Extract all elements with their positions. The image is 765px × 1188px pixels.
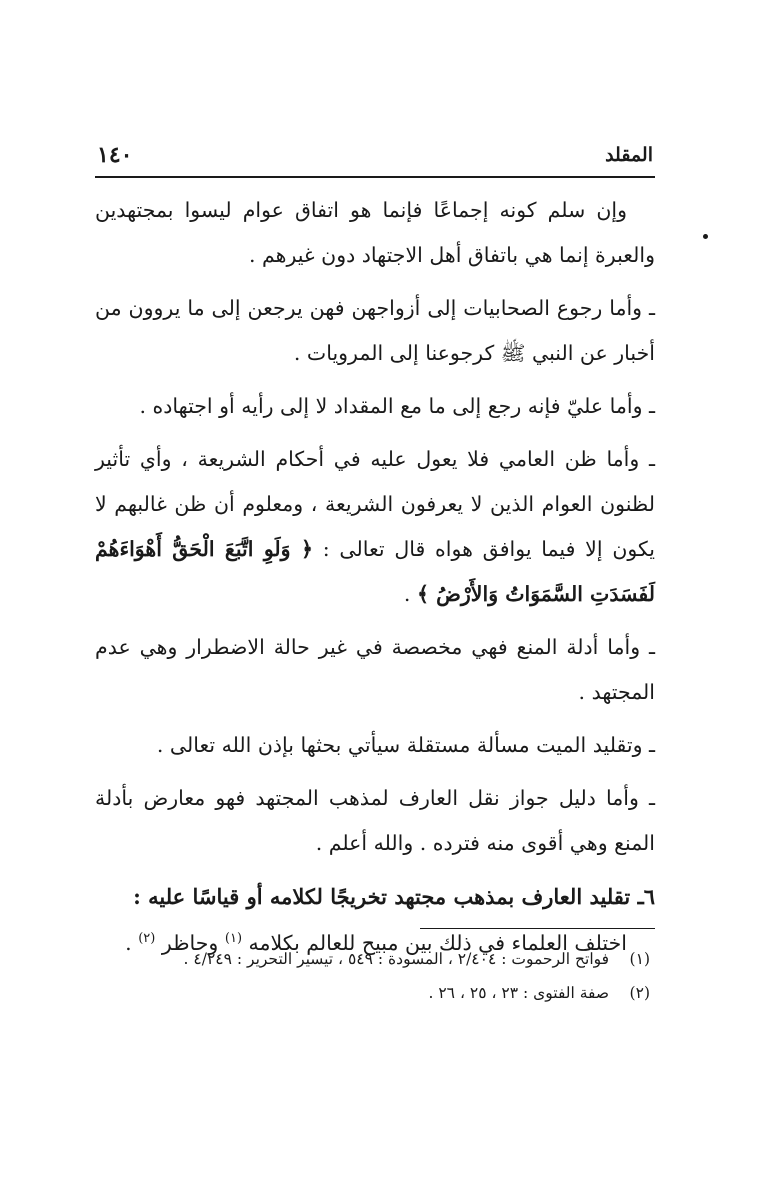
footnote: [95, 976, 650, 1010]
page-number: ١٤٠: [97, 142, 133, 168]
paragraph: ـ وأما رجوع الصحابيات إلى أزواجهن فهن يرجعن إلى ما يروون من أخبار عن النبي ﷺ كرجوعنا إلى المرويات .: [95, 296, 655, 365]
paragraph-with-quran-verse: [95, 437, 655, 617]
section-end: .: [125, 931, 132, 955]
footnote-text: فواتح الرحموت : ٢/٤٠٤ ، المسودة : ٥٤٩ ، تيسير التحرير : ٤/٢٤٩ .: [183, 950, 610, 968]
footnotes: [95, 942, 650, 1010]
footnote-ref-2[interactable]: (٢): [138, 931, 156, 947]
footnote-ref-1[interactable]: (١): [224, 931, 243, 947]
paragraph: ـ وتقليد الميت مسألة مستقلة سيأتي بحثها بإذن الله تعالى .: [156, 733, 655, 757]
paragraph-text: ـ وأما ظن العامي فلا يعول عليه في أحكام الشريعة ، وأي تأثير لظنون العوام الذين لا يعرفون الشريعة ، ومعلوم أن ظن غالبهم لا يكون إلا فيما يوافق هواه قال تعالى :: [95, 447, 655, 561]
footnote-separator: [420, 928, 655, 929]
section-text: اختلف العلماء في ذلك بين مبيح للعالم بكلامه: [248, 931, 627, 955]
margin-dot: [703, 234, 708, 239]
footnote-number: (٢): [629, 984, 650, 1002]
main-text: [95, 188, 655, 974]
quran-verse: ﴿ وَلَوِ اتَّبَعَ الْحَقُّ أَهْوَاءَهُمْ لَفَسَدَتِ السَّمَوَاتُ وَالأَرْضُ ﴾: [95, 537, 655, 606]
running-title: المقلد: [605, 144, 653, 166]
section-text: وحاظر: [161, 931, 219, 955]
paragraph: ـ وأما عليّ فإنه رجع إلى ما مع المقداد لا إلى رأيه أو اجتهاده .: [139, 394, 655, 418]
paragraph-end: .: [403, 582, 411, 606]
paragraph: ـ وأما أدلة المنع فهي مخصصة في غير حالة الاضطرار وهي عدم المجتهد .: [95, 635, 655, 704]
paragraph: ـ وأما دليل جواز نقل العارف لمذهب المجتهد فهو معارض بأدلة المنع وهي أقوى منه فترده . والله أعلم .: [95, 786, 655, 855]
paragraph: وإن سلم كونه إجماعًا فإنما هو اتفاق عوام ليسوا بمجتهدين والعبرة إنما هي باتفاق أهل الاجتهاد دون غيرهم .: [95, 198, 655, 267]
footnote-text: صفة الفتوى : ٢٣ ، ٢٥ ، ٢٦ .: [428, 984, 610, 1002]
footnote-number: (١): [629, 950, 650, 968]
page-header: [95, 142, 655, 178]
footnote: [95, 942, 650, 976]
section-heading: ٦ـ تقليد العارف بمذهب مجتهد تخريجًا لكلامه أو قياسًا عليه :: [133, 884, 655, 909]
